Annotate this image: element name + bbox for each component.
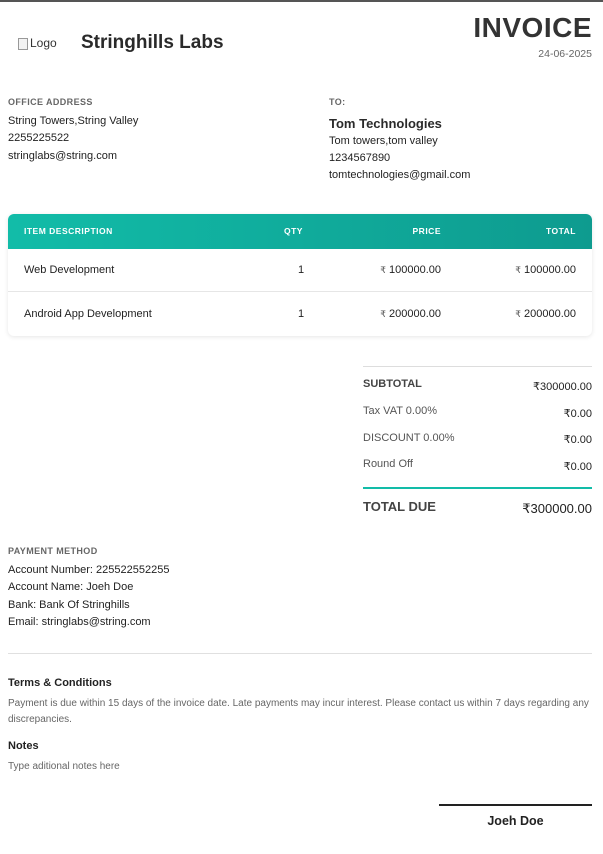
account-number: Account Number: 225522552255 <box>8 564 170 576</box>
item-description: Web Development <box>24 264 115 276</box>
item-qty: 1 <box>298 308 305 320</box>
item-description: Android App Development <box>24 308 152 320</box>
office-address: String Towers,String Valley <box>8 115 139 127</box>
terms-title: Terms & Conditions <box>8 677 112 689</box>
items-table <box>8 214 592 336</box>
subtotal-label: SUBTOTAL <box>363 378 422 390</box>
notes-title: Notes <box>8 740 39 752</box>
signature-line <box>439 804 592 806</box>
signature-name: Joeh Doe <box>487 814 544 828</box>
discount-value: ₹0.00 <box>563 434 592 446</box>
item-price: ₹ 200000.00 <box>380 308 441 320</box>
to-label: TO: <box>329 97 346 107</box>
item-total: ₹ 200000.00 <box>515 308 576 320</box>
company-logo <box>18 36 57 50</box>
invoice-title: INVOICE <box>473 12 592 43</box>
total-due-value: ₹300000.00 <box>522 501 592 516</box>
total-divider <box>363 487 592 489</box>
client-email: tomtechnologies@gmail.com <box>329 169 471 181</box>
summary-divider-top <box>363 366 592 367</box>
payment-email: Email: stringlabs@string.com <box>8 616 151 628</box>
discount-label: DISCOUNT 0.00% <box>363 432 455 444</box>
broken-image-icon <box>18 38 28 50</box>
office-phone: 2255225522 <box>8 132 70 144</box>
rupee-icon: ₹ <box>515 265 521 275</box>
client-address: Tom towers,tom valley <box>329 135 438 147</box>
office-email: stringlabs@string.com <box>8 150 117 162</box>
roundoff-label: Round Off <box>363 458 413 470</box>
notes-field[interactable]: Type aditional notes here <box>8 761 120 772</box>
company-name: Stringhills Labs <box>81 32 224 53</box>
rupee-icon: ₹ <box>515 309 521 319</box>
logo-alt-text: Logo <box>30 36 57 50</box>
header-description: ITEM DESCRIPTION <box>24 226 113 236</box>
total-due-label: TOTAL DUE <box>363 499 436 514</box>
terms-text: Payment is due within 15 days of the invoice date. Late payments may incur interest. Please contact us within 7 days regarding any discrepancies. <box>8 698 589 725</box>
rupee-icon: ₹ <box>380 265 386 275</box>
table-row <box>8 249 592 292</box>
table-header <box>8 214 592 249</box>
invoice-date: 24-06-2025 <box>538 48 592 60</box>
item-total: ₹ 100000.00 <box>515 264 576 276</box>
payment-method-label: PAYMENT METHOD <box>8 546 98 556</box>
roundoff-value: ₹0.00 <box>563 461 592 473</box>
header-price: PRICE <box>412 226 441 236</box>
subtotal-value: ₹300000.00 <box>533 381 592 393</box>
tax-label: Tax VAT 0.00% <box>363 405 437 417</box>
office-address-label: OFFICE ADDRESS <box>8 97 93 107</box>
account-name: Account Name: Joeh Doe <box>8 581 134 593</box>
item-price: ₹ 100000.00 <box>380 264 441 276</box>
bank-name: Bank: Bank Of Stringhills <box>8 599 130 611</box>
top-border <box>0 0 603 2</box>
client-name: Tom Technologies <box>329 116 442 131</box>
header-total: TOTAL <box>545 226 576 236</box>
section-divider <box>8 653 592 654</box>
tax-value: ₹0.00 <box>563 408 592 420</box>
item-qty: 1 <box>298 264 305 276</box>
header-qty: QTY <box>284 226 303 236</box>
rupee-icon: ₹ <box>380 309 386 319</box>
table-row <box>8 293 592 336</box>
client-phone: 1234567890 <box>329 152 391 164</box>
